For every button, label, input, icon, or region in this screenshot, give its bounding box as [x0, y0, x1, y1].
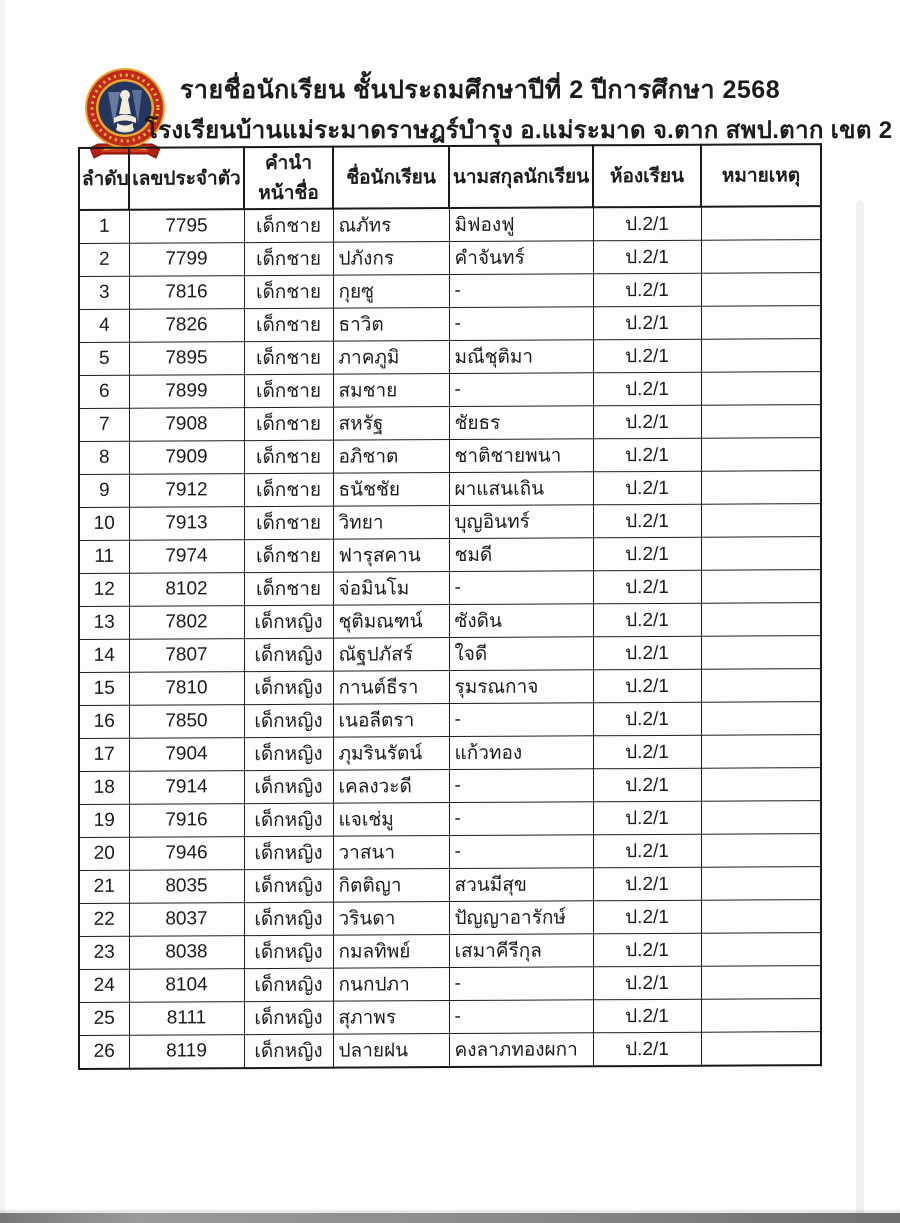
cell-first-name: วิทยา	[333, 506, 449, 540]
cell-remark	[701, 471, 821, 505]
cell-classroom: ป.2/1	[593, 570, 701, 604]
cell-first-name: ณัฐปภัสร์	[333, 638, 449, 672]
cell-first-name: เคลงวะดี	[333, 770, 449, 804]
cell-classroom: ป.2/1	[593, 966, 701, 1000]
col-header-first: ชื่อนักเรียน	[333, 146, 449, 209]
cell-first-name: วรินดา	[333, 902, 449, 936]
cell-classroom: ป.2/1	[593, 471, 701, 505]
cell-first-name: ปลายฝน	[333, 1034, 449, 1068]
scan-streak-right	[856, 200, 864, 1223]
cell-order-number: 3	[79, 276, 129, 309]
cell-name-prefix: เด็กชาย	[244, 374, 333, 407]
table-row	[79, 339, 821, 376]
cell-last-name: -	[449, 703, 593, 737]
cell-last-name: สวนมีสุข	[449, 868, 593, 902]
cell-name-prefix: เด็กชาย	[244, 341, 333, 374]
cell-remark	[701, 867, 821, 901]
cell-name-prefix: เด็กชาย	[244, 440, 333, 473]
cell-last-name: -	[449, 307, 593, 341]
cell-first-name: กมลทิพย์	[333, 935, 449, 969]
col-header-id: เลขประจำตัว	[129, 147, 244, 210]
cell-classroom: ป.2/1	[593, 537, 701, 571]
cell-name-prefix: เด็กชาย	[244, 209, 333, 243]
cell-first-name: จ่อมินโม	[333, 572, 449, 606]
cell-first-name: กิตติญา	[333, 869, 449, 903]
cell-remark	[701, 669, 821, 703]
col-header-room: ห้องเรียน	[593, 145, 701, 208]
cell-student-id: 7946	[129, 837, 244, 871]
cell-student-id: 7816	[129, 276, 244, 310]
cell-student-id: 7850	[129, 705, 244, 739]
cell-student-id: 7826	[129, 309, 244, 343]
table-row	[79, 636, 821, 673]
cell-remark	[701, 504, 821, 538]
table-row	[79, 1032, 821, 1069]
cell-classroom: ป.2/1	[593, 999, 701, 1033]
cell-last-name: ซังดิน	[449, 604, 593, 638]
cell-student-id: 8111	[129, 1002, 244, 1036]
cell-student-id: 7899	[129, 375, 244, 409]
cell-last-name: บุญอินทร์	[449, 505, 593, 539]
cell-remark	[701, 438, 821, 472]
cell-last-name: ชัยธร	[449, 406, 593, 440]
cell-classroom: ป.2/1	[593, 900, 701, 934]
cell-first-name: สุภาพร	[333, 1001, 449, 1035]
table-body	[79, 206, 821, 1069]
cell-first-name: อภิชาต	[333, 440, 449, 474]
cell-student-id: 7908	[129, 408, 244, 442]
cell-name-prefix: เด็กหญิง	[244, 1034, 333, 1068]
cell-last-name: ใจดี	[449, 637, 593, 671]
cell-order-number: 13	[79, 606, 129, 639]
cell-remark	[701, 603, 821, 637]
scan-edge-bottom	[0, 1213, 900, 1223]
cell-order-number: 11	[79, 540, 129, 573]
cell-first-name: ภาคภูมิ	[333, 341, 449, 375]
cell-order-number: 14	[79, 639, 129, 672]
cell-remark	[701, 537, 821, 571]
table-row	[79, 206, 821, 243]
table-row	[79, 768, 821, 805]
cell-first-name: แจเช่มู	[333, 803, 449, 837]
cell-classroom: ป.2/1	[593, 306, 701, 340]
cell-order-number: 18	[79, 771, 129, 804]
cell-student-id: 7802	[129, 606, 244, 640]
cell-remark	[701, 306, 821, 340]
cell-last-name: คำจันทร์	[449, 241, 593, 275]
cell-student-id: 7974	[129, 540, 244, 574]
cell-student-id: 7912	[129, 474, 244, 508]
cell-name-prefix: เด็กหญิง	[244, 671, 333, 704]
cell-student-id: 8038	[129, 936, 244, 970]
table-row	[79, 273, 821, 310]
table-row	[79, 999, 821, 1036]
col-header-last: นามสกุลนักเรียน	[449, 145, 593, 208]
cell-order-number: 5	[79, 342, 129, 375]
cell-remark	[701, 999, 821, 1033]
cell-classroom: ป.2/1	[593, 438, 701, 472]
cell-remark	[701, 372, 821, 406]
cell-student-id: 8035	[129, 870, 244, 904]
page-title: รายชื่อนักเรียน ชั้นประถมศึกษาปีที่ 2 ปีการศึกษา 2568	[180, 76, 781, 104]
cell-remark	[701, 206, 821, 240]
cell-name-prefix: เด็กชาย	[244, 572, 333, 605]
scan-edge-left	[0, 0, 5, 1223]
cell-name-prefix: เด็กชาย	[244, 506, 333, 539]
cell-classroom: ป.2/1	[593, 933, 701, 967]
table-row	[79, 438, 821, 475]
cell-remark	[701, 240, 821, 274]
cell-student-id: 8119	[129, 1035, 244, 1069]
cell-name-prefix: เด็กหญิง	[244, 704, 333, 737]
table-row	[79, 801, 821, 838]
cell-student-id: 7916	[129, 804, 244, 838]
col-header-note: หมายเหตุ	[701, 144, 821, 207]
table-row	[79, 702, 821, 739]
table-row	[79, 570, 821, 607]
cell-last-name: -	[449, 571, 593, 605]
cell-student-id: 7807	[129, 639, 244, 673]
table-row	[79, 471, 821, 508]
table-row	[79, 669, 821, 706]
cell-order-number: 9	[79, 474, 129, 507]
cell-classroom: ป.2/1	[593, 1032, 701, 1066]
table-row	[79, 372, 821, 409]
cell-name-prefix: เด็กชาย	[244, 407, 333, 440]
cell-last-name: เสมาคีรีกุล	[449, 934, 593, 968]
cell-classroom: ป.2/1	[593, 405, 701, 439]
cell-classroom: ป.2/1	[593, 768, 701, 802]
cell-last-name: -	[449, 967, 593, 1001]
cell-classroom: ป.2/1	[593, 834, 701, 868]
cell-classroom: ป.2/1	[593, 273, 701, 307]
table-row	[79, 603, 821, 640]
cell-student-id: 7810	[129, 672, 244, 706]
cell-first-name: กนกปภา	[333, 968, 449, 1002]
cell-order-number: 22	[79, 903, 129, 936]
cell-last-name: ชาติชายพนา	[449, 439, 593, 473]
cell-name-prefix: เด็กหญิง	[244, 770, 333, 803]
cell-remark	[701, 801, 821, 835]
table-row	[79, 933, 821, 970]
cell-first-name: ธนัชชัย	[333, 473, 449, 507]
cell-order-number: 21	[79, 870, 129, 903]
cell-remark	[701, 636, 821, 670]
cell-last-name: มิฟองฟู	[449, 207, 593, 241]
cell-last-name: คงลาภทองผกา	[449, 1033, 593, 1067]
cell-remark	[701, 966, 821, 1000]
cell-order-number: 26	[79, 1035, 129, 1069]
cell-order-number: 25	[79, 1002, 129, 1035]
cell-remark	[701, 1032, 821, 1066]
cell-classroom: ป.2/1	[593, 636, 701, 670]
cell-order-number: 20	[79, 837, 129, 870]
cell-remark	[701, 273, 821, 307]
cell-student-id: 7909	[129, 441, 244, 475]
cell-student-id: 8102	[129, 573, 244, 607]
cell-last-name: -	[449, 835, 593, 869]
cell-remark	[701, 933, 821, 967]
cell-student-id: 7913	[129, 507, 244, 541]
cell-first-name: ณภัทร	[333, 208, 449, 242]
cell-name-prefix: เด็กหญิง	[244, 638, 333, 671]
cell-classroom: ป.2/1	[593, 735, 701, 769]
cell-name-prefix: เด็กหญิง	[244, 968, 333, 1001]
cell-first-name: ภุมรินรัตน์	[333, 737, 449, 771]
cell-order-number: 19	[79, 804, 129, 837]
cell-order-number: 15	[79, 672, 129, 705]
cell-classroom: ป.2/1	[593, 801, 701, 835]
cell-first-name: กุยซู	[333, 275, 449, 309]
cell-student-id: 8037	[129, 903, 244, 937]
cell-order-number: 10	[79, 507, 129, 540]
cell-classroom: ป.2/1	[593, 867, 701, 901]
cell-classroom: ป.2/1	[593, 372, 701, 406]
student-table-wrap	[78, 143, 820, 1070]
cell-last-name: รุมรณกาจ	[449, 670, 593, 704]
cell-classroom: ป.2/1	[593, 339, 701, 373]
cell-last-name: ชมดี	[449, 538, 593, 572]
cell-name-prefix: เด็กหญิง	[244, 836, 333, 869]
cell-first-name: สหรัฐ	[333, 407, 449, 441]
cell-classroom: ป.2/1	[593, 207, 701, 241]
cell-last-name: ผาแสนเถิน	[449, 472, 593, 506]
cell-name-prefix: เด็กหญิง	[244, 737, 333, 770]
cell-remark	[701, 570, 821, 604]
cell-last-name: -	[449, 769, 593, 803]
cell-first-name: ธาวิต	[333, 308, 449, 342]
cell-name-prefix: เด็กหญิง	[244, 803, 333, 836]
cell-remark	[701, 735, 821, 769]
cell-order-number: 12	[79, 573, 129, 606]
cell-first-name: เนอลีตรา	[333, 704, 449, 738]
cell-classroom: ป.2/1	[593, 504, 701, 538]
cell-order-number: 8	[79, 441, 129, 474]
cell-name-prefix: เด็กหญิง	[244, 869, 333, 902]
cell-remark	[701, 834, 821, 868]
cell-name-prefix: เด็กหญิง	[244, 605, 333, 638]
cell-last-name: แก้วทอง	[449, 736, 593, 770]
cell-remark	[701, 339, 821, 373]
table-row	[79, 900, 821, 937]
cell-last-name: -	[449, 802, 593, 836]
table-row	[79, 240, 821, 277]
cell-classroom: ป.2/1	[593, 240, 701, 274]
cell-name-prefix: เด็กชาย	[244, 242, 333, 275]
cell-remark	[701, 405, 821, 439]
cell-remark	[701, 702, 821, 736]
col-header-no: ลำดับ	[79, 148, 129, 210]
cell-name-prefix: เด็กหญิง	[244, 935, 333, 968]
cell-remark	[701, 900, 821, 934]
cell-first-name: กานต์ธีรา	[333, 671, 449, 705]
cell-first-name: สมชาย	[333, 374, 449, 408]
cell-last-name: มณีชุติมา	[449, 340, 593, 374]
cell-order-number: 7	[79, 408, 129, 441]
cell-order-number: 1	[79, 210, 129, 244]
cell-first-name: ชุติมณฑน์	[333, 605, 449, 639]
cell-name-prefix: เด็กชาย	[244, 275, 333, 308]
cell-order-number: 23	[79, 936, 129, 969]
page-subtitle: โรงเรียนบ้านแม่ระมาดราษฎร์บำรุง อ.แม่ระมาด จ.ตาก สพป.ตาก เขต 2	[145, 117, 893, 144]
cell-order-number: 17	[79, 738, 129, 771]
table-row	[79, 834, 821, 871]
cell-order-number: 16	[79, 705, 129, 738]
cell-student-id: 7914	[129, 771, 244, 805]
table-row	[79, 735, 821, 772]
cell-last-name: ปัญญาอารักษ์	[449, 901, 593, 935]
cell-student-id: 7799	[129, 243, 244, 277]
cell-order-number: 4	[79, 309, 129, 342]
cell-remark	[701, 768, 821, 802]
col-header-prefix: คำนำหน้าชื่อ	[244, 147, 333, 209]
cell-last-name: -	[449, 1000, 593, 1034]
cell-name-prefix: เด็กชาย	[244, 473, 333, 506]
cell-student-id: 7795	[129, 209, 244, 243]
table-row	[79, 504, 821, 541]
cell-last-name: -	[449, 274, 593, 308]
table-header-row	[79, 144, 821, 210]
cell-student-id: 8104	[129, 969, 244, 1003]
cell-name-prefix: เด็กหญิง	[244, 902, 333, 935]
cell-first-name: ฟารุสคาน	[333, 539, 449, 573]
table-row	[79, 306, 821, 343]
cell-classroom: ป.2/1	[593, 669, 701, 703]
cell-first-name: วาสนา	[333, 836, 449, 870]
table-row	[79, 966, 821, 1003]
cell-order-number: 2	[79, 243, 129, 276]
student-table	[78, 143, 822, 1070]
table-row	[79, 537, 821, 574]
cell-classroom: ป.2/1	[593, 702, 701, 736]
cell-classroom: ป.2/1	[593, 603, 701, 637]
cell-student-id: 7895	[129, 342, 244, 376]
cell-name-prefix: เด็กชาย	[244, 539, 333, 572]
table-row	[79, 867, 821, 904]
cell-order-number: 6	[79, 375, 129, 408]
cell-last-name: -	[449, 373, 593, 407]
cell-name-prefix: เด็กหญิง	[244, 1001, 333, 1034]
table-row	[79, 405, 821, 442]
cell-order-number: 24	[79, 969, 129, 1002]
cell-student-id: 7904	[129, 738, 244, 772]
cell-name-prefix: เด็กชาย	[244, 308, 333, 341]
cell-first-name: ปภังกร	[333, 242, 449, 276]
